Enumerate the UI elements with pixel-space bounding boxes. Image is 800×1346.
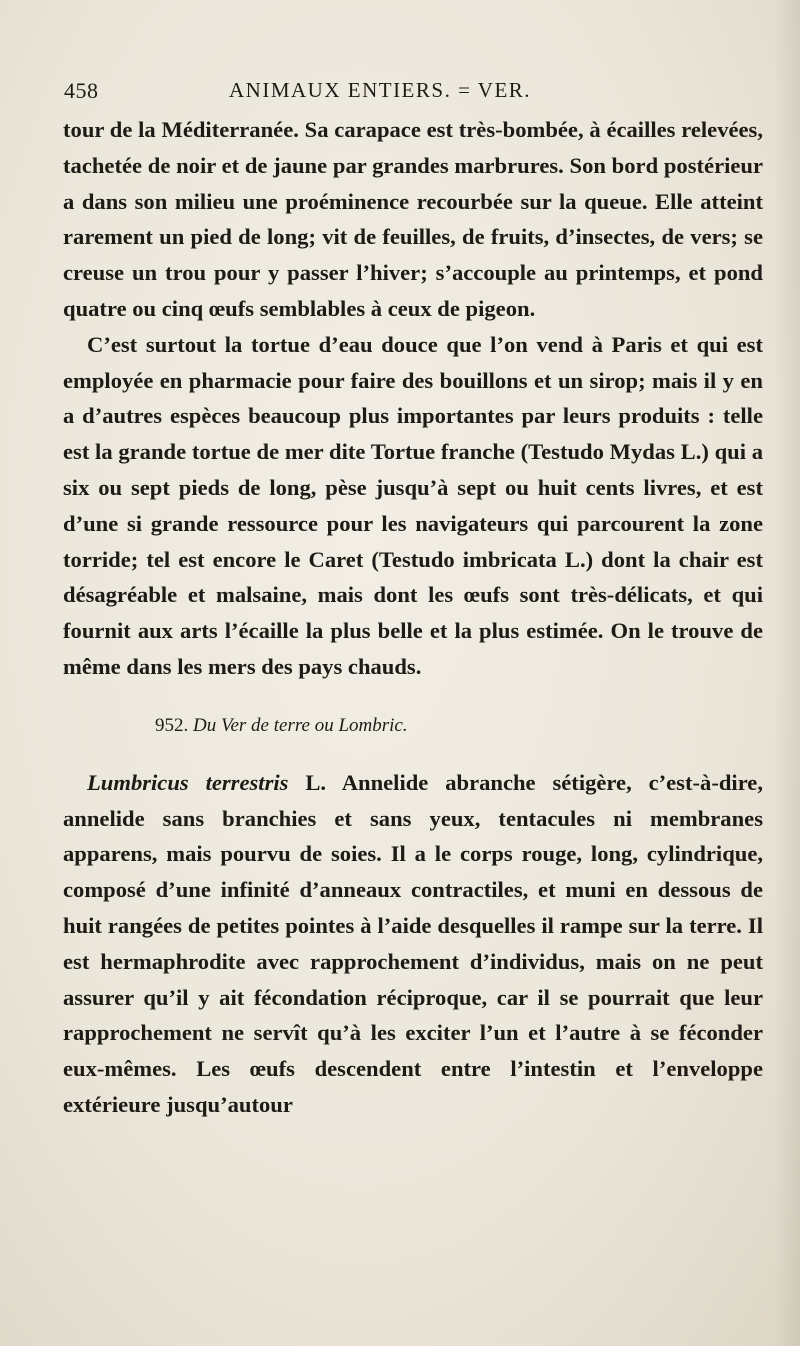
page-number: 458 <box>64 78 99 103</box>
paragraph-earthworm-text: L. Annelide abranche sétigère, c’est-à-dire, annelide sans branchies et sans yeux, tentacules ni membranes apparens, mais pourvu de soies. Il a le corps rouge, long, cylindrique, composé d’une infinité d’anneaux contractiles, et muni en dessous de huit rangées de petites pointes à l’aide desquelles il rampe sur la terre. Il est hermaphrodite avec rapprochement d’individus, mais on ne peut assurer qu’il y ait fécondation réciproque, car il se pourrait que leur rapprochement ne servît qu’à les exciter l’un et l’autre à se féconder eux-mêmes. Les œufs descendent entre l’intestin et l’enveloppe extérieure jusqu’autour <box>63 769 763 1117</box>
body-text <box>63 112 763 1123</box>
section-number: 952. <box>155 714 189 736</box>
section-title: Du Ver de terre ou Lombric. <box>193 714 408 736</box>
paragraph-sea-turtles: C’est surtout la tortue d’eau douce que l’on vend à Paris et qui est employée en pharmacie pour faire des bouillons et un sirop; mais il y en a d’autres espèces beaucoup plus importantes par leurs produits : telle est la grande tortue de mer dite Tortue franche (Testudo Mydas L.) qui a six ou sept pieds de long, pèse jusqu’à sept ou huit cents livres, et est d’une si grande ressource pour les navigateurs qui parcourent la zone torride; tel est encore le Caret (Testudo imbricata L.) dont la chair est désagréable et malsaine, mais dont les œufs sont très-délicats, et qui fournit aux arts l’écaille la plus belle et la plus estimée. On le trouve de même dans les mers des pays chauds. <box>63 331 763 679</box>
page-header <box>64 78 764 112</box>
paragraph-earthworm <box>63 765 763 1123</box>
section-heading <box>63 711 763 741</box>
paragraph-tortoise-description: tour de la Méditerranée. Sa carapace est très-bombée, à écailles relevées, tachetée de noir et de jaune par grandes marbrures. Son bord postérieur a dans son milieu une proéminence recourbée sur la queue. Elle atteint rarement un pied de long; vit de feuilles, de fruits, d’insectes, de vers; se creuse un trou pour y passer l’hiver; s’accouple au printemps, et pond quatre ou cinq œufs semblables à ceux de pigeon. <box>63 117 763 321</box>
species-name: Lumbricus terrestris <box>87 769 289 795</box>
running-head: ANIMAUX ENTIERS. = VER. <box>229 78 532 102</box>
